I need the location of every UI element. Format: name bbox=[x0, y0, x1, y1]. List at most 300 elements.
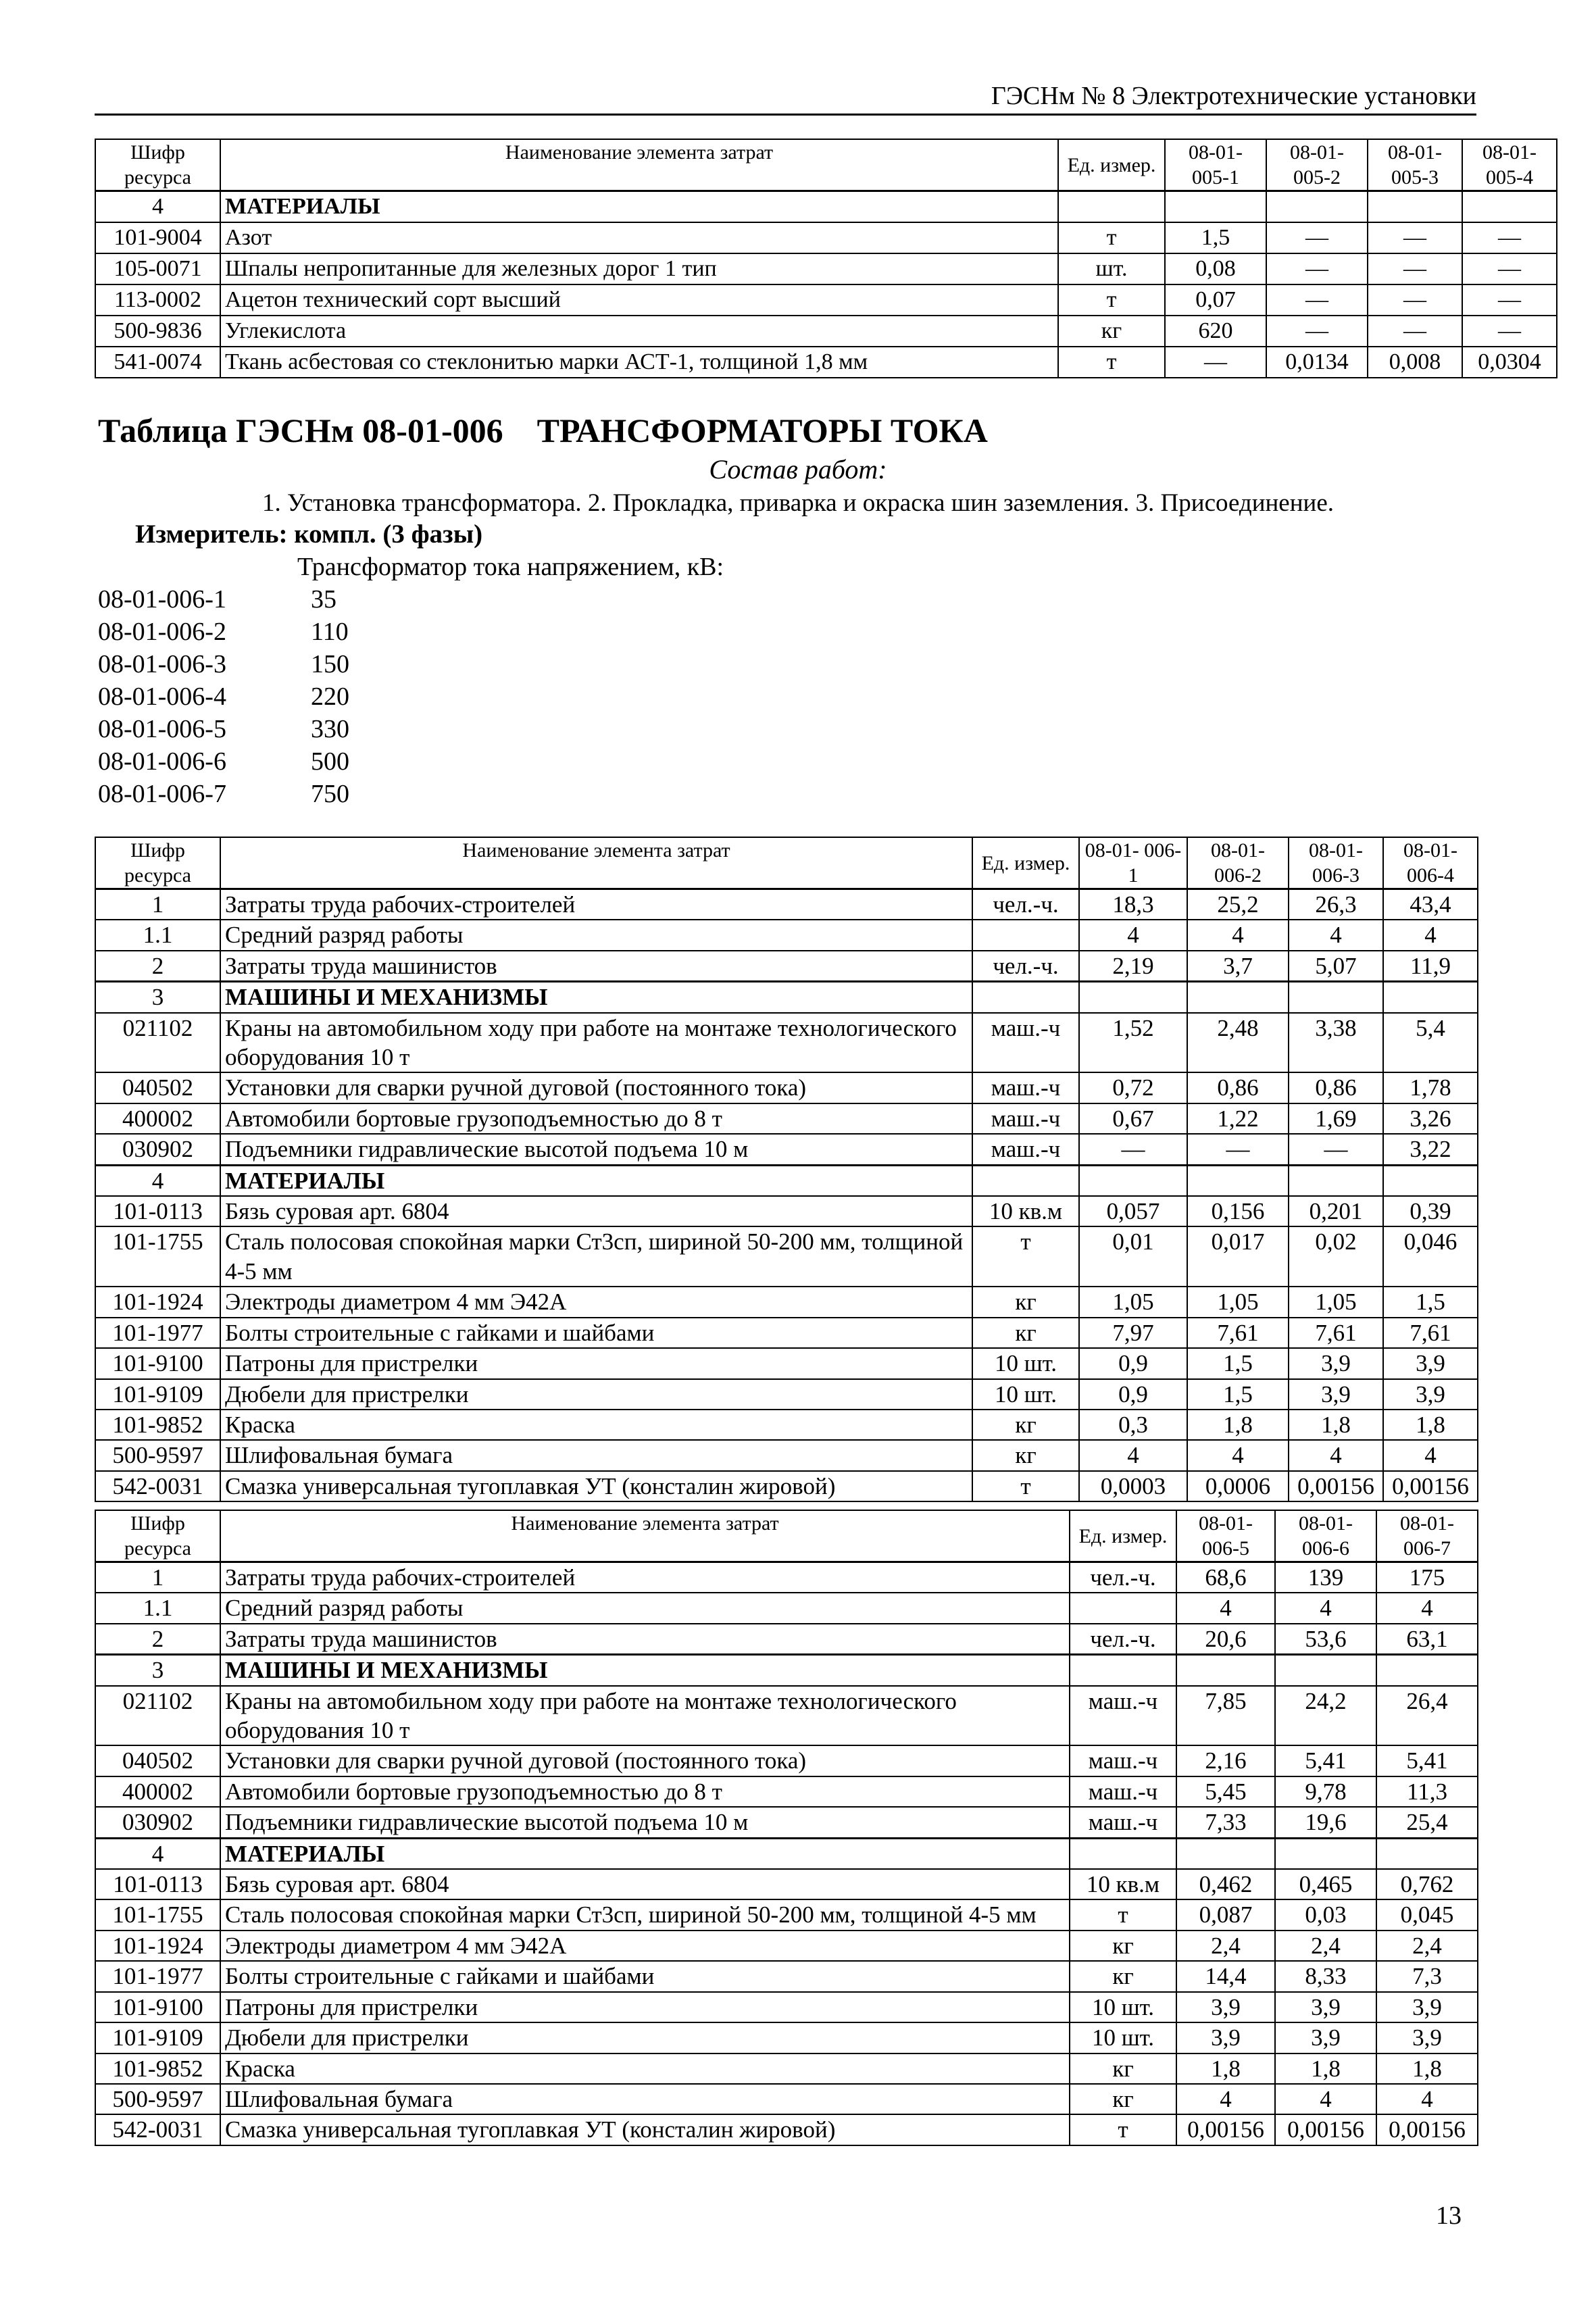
resource-code: 021102 bbox=[95, 1013, 220, 1073]
table-row bbox=[95, 253, 1557, 284]
table-row bbox=[95, 1410, 1478, 1440]
value: 3,9 bbox=[1383, 1379, 1478, 1410]
cost-element-name: Электроды диаметром 4 мм Э42А bbox=[220, 1287, 972, 1317]
header-col: 08-01- 005-3 bbox=[1368, 139, 1462, 191]
value: 0,0304 bbox=[1462, 347, 1557, 378]
cost-element-name: Болты строительные с гайками и шайбами bbox=[220, 1318, 972, 1348]
header-col: 08-01- 006-3 bbox=[1289, 837, 1383, 889]
unit: чел.-ч. bbox=[972, 951, 1079, 982]
value: 5,41 bbox=[1275, 1745, 1376, 1776]
table-row bbox=[95, 1348, 1478, 1378]
value bbox=[1289, 1165, 1383, 1196]
unit: кг bbox=[1070, 1931, 1176, 1961]
norms-table-006-5-7 bbox=[95, 1510, 1478, 2146]
resource-code: 101-1977 bbox=[95, 1318, 220, 1348]
resource-code: 101-9109 bbox=[95, 1379, 220, 1410]
resource-code: 3 bbox=[95, 1655, 220, 1686]
value: 3,9 bbox=[1376, 1992, 1478, 2022]
table-row bbox=[95, 1562, 1478, 1593]
resource-code: 101-0113 bbox=[95, 1196, 220, 1226]
resource-code: 1.1 bbox=[95, 1593, 220, 1623]
value: 0,465 bbox=[1275, 1869, 1376, 1899]
value: 0,08 bbox=[1165, 253, 1266, 284]
value: 0,008 bbox=[1368, 347, 1462, 378]
value: 1,8 bbox=[1275, 2053, 1376, 2084]
unit: т bbox=[1070, 1899, 1176, 1930]
section-row bbox=[95, 1165, 1478, 1196]
table-row bbox=[95, 316, 1557, 347]
resource-code: 1.1 bbox=[95, 920, 220, 950]
value: — bbox=[1289, 1134, 1383, 1165]
unit: маш.-ч bbox=[972, 1072, 1079, 1103]
value bbox=[1079, 982, 1187, 1013]
cost-element-name: МАТЕРИАЛЫ bbox=[220, 191, 1058, 223]
value: 4 bbox=[1376, 1593, 1478, 1623]
value: 0,046 bbox=[1383, 1226, 1478, 1287]
value: 4 bbox=[1376, 2084, 1478, 2114]
unit: чел.-ч. bbox=[972, 889, 1079, 920]
resource-code: 101-9852 bbox=[95, 2053, 220, 2084]
value: — bbox=[1368, 316, 1462, 347]
resource-code: 500-9597 bbox=[95, 1440, 220, 1470]
value: 25,2 bbox=[1187, 889, 1289, 920]
value: 18,3 bbox=[1079, 889, 1187, 920]
value: 0,3 bbox=[1079, 1410, 1187, 1440]
value: 26,4 bbox=[1376, 1686, 1478, 1746]
table-row bbox=[95, 1440, 1478, 1470]
table-row bbox=[95, 284, 1557, 316]
value: 5,45 bbox=[1176, 1776, 1275, 1807]
value: 0,00156 bbox=[1376, 2114, 1478, 2145]
header-col: 08-01- 006-5 bbox=[1176, 1510, 1275, 1562]
cost-element-name: Углекислота bbox=[220, 316, 1058, 347]
cost-element-name: Ацетон технический сорт высший bbox=[220, 284, 1058, 316]
transformer-label: Трансформатор тока напряжением, кВ: bbox=[297, 553, 724, 581]
value: 0,156 bbox=[1187, 1196, 1289, 1226]
value bbox=[1275, 1655, 1376, 1686]
value: — bbox=[1462, 284, 1557, 316]
value: 3,26 bbox=[1383, 1103, 1478, 1134]
value: 1,5 bbox=[1383, 1287, 1478, 1317]
value: 2,4 bbox=[1275, 1931, 1376, 1961]
value: 3,9 bbox=[1376, 2022, 1478, 2053]
value: 1,05 bbox=[1079, 1287, 1187, 1317]
unit bbox=[972, 920, 1079, 950]
page-number: 13 bbox=[1436, 2201, 1462, 2230]
value: 63,1 bbox=[1376, 1624, 1478, 1655]
resource-code: 101-0113 bbox=[95, 1869, 220, 1899]
table-row bbox=[95, 889, 1478, 920]
code-list-item bbox=[98, 680, 349, 713]
value: 2,19 bbox=[1079, 951, 1187, 982]
value: 1,22 bbox=[1187, 1103, 1289, 1134]
resource-code: 040502 bbox=[95, 1072, 220, 1103]
value: 0,67 bbox=[1079, 1103, 1187, 1134]
value bbox=[1079, 1165, 1187, 1196]
value bbox=[1289, 982, 1383, 1013]
header-col: 08-01- 005-4 bbox=[1462, 139, 1557, 191]
header-col: 08-01- 006-4 bbox=[1383, 837, 1478, 889]
value: 1,52 bbox=[1079, 1013, 1187, 1073]
table-title: Таблица ГЭСНм 08-01-006 ТРАНСФОРМАТОРЫ ТОКА bbox=[98, 412, 988, 449]
value: 43,4 bbox=[1383, 889, 1478, 920]
unit: кг bbox=[1058, 316, 1165, 347]
resource-code: 2 bbox=[95, 1624, 220, 1655]
resource-code: 101-1924 bbox=[95, 1931, 220, 1961]
cost-element-name: Ткань асбестовая со стеклонитью марки АСТ-1, толщиной 1,8 мм bbox=[220, 347, 1058, 378]
cost-element-name: МАШИНЫ И МЕХАНИЗМЫ bbox=[220, 982, 972, 1013]
value: 1,5 bbox=[1165, 222, 1266, 253]
resource-code: 2 bbox=[95, 951, 220, 982]
header-col: 08-01- 006-2 bbox=[1187, 837, 1289, 889]
value: 4 bbox=[1289, 1440, 1383, 1470]
norm-code: 08-01-006-7 bbox=[98, 780, 226, 808]
value: 7,85 bbox=[1176, 1686, 1275, 1746]
code-list bbox=[98, 583, 349, 810]
resource-code: 040502 bbox=[95, 1745, 220, 1776]
unit: т bbox=[972, 1471, 1079, 1501]
section-row bbox=[95, 1838, 1478, 1869]
table-row bbox=[95, 1471, 1478, 1501]
norm-code: 08-01-006-6 bbox=[98, 747, 226, 776]
section-row bbox=[95, 1655, 1478, 1686]
unit bbox=[972, 982, 1079, 1013]
value: — bbox=[1079, 1134, 1187, 1165]
table-row bbox=[95, 1287, 1478, 1317]
unit: кг bbox=[972, 1440, 1079, 1470]
value: 0,762 bbox=[1376, 1869, 1478, 1899]
unit: кг bbox=[1070, 2053, 1176, 2084]
resource-code: 4 bbox=[95, 1838, 220, 1869]
cost-element-name: Патроны для пристрелки bbox=[220, 1348, 972, 1378]
unit: маш.-ч bbox=[1070, 1686, 1176, 1746]
table-row bbox=[95, 920, 1478, 950]
value: — bbox=[1462, 253, 1557, 284]
value: — bbox=[1266, 253, 1368, 284]
value: — bbox=[1462, 222, 1557, 253]
table-row bbox=[95, 1072, 1478, 1103]
value: 1,05 bbox=[1187, 1287, 1289, 1317]
value: — bbox=[1165, 347, 1266, 378]
cost-element-name: МАШИНЫ И МЕХАНИЗМЫ bbox=[220, 1655, 1070, 1686]
cost-element-name: Сталь полосовая спокойная марки Ст3сп, шириной 50-200 мм, толщиной 4-5 мм bbox=[220, 1226, 972, 1287]
value: 4 bbox=[1383, 920, 1478, 950]
unit: маш.-ч bbox=[1070, 1776, 1176, 1807]
section-row bbox=[95, 982, 1478, 1013]
cost-element-name: Подъемники гидравлические высотой подъема 10 м bbox=[220, 1807, 1070, 1838]
norm-code: 08-01-006-3 bbox=[98, 650, 226, 678]
unit: маш.-ч bbox=[972, 1013, 1079, 1073]
code-list-item bbox=[98, 778, 349, 810]
cost-element-name: Смазка универсальная тугоплавкая УТ (консталин жировой) bbox=[220, 2114, 1070, 2145]
resource-code: 500-9836 bbox=[95, 316, 220, 347]
resource-code: 500-9597 bbox=[95, 2084, 220, 2114]
table-row bbox=[95, 1931, 1478, 1961]
value: 0,72 bbox=[1079, 1072, 1187, 1103]
resource-code: 101-9100 bbox=[95, 1992, 220, 2022]
value: 620 bbox=[1165, 316, 1266, 347]
work-steps: 1. Установка трансформатора. 2. Прокладка, приварка и окраска шин заземления. 3. Присоединение. bbox=[261, 489, 1335, 517]
table-row bbox=[95, 222, 1557, 253]
value: 0,462 bbox=[1176, 1869, 1275, 1899]
header-name: Наименование элемента затрат bbox=[220, 837, 972, 889]
value: 0,045 bbox=[1376, 1899, 1478, 1930]
value: 7,3 bbox=[1376, 1961, 1478, 1991]
unit: кг bbox=[972, 1410, 1079, 1440]
unit: т bbox=[1058, 284, 1165, 316]
cost-element-name: Шпалы непропитанные для железных дорог 1 тип bbox=[220, 253, 1058, 284]
value: 0,00156 bbox=[1383, 1471, 1478, 1501]
unit: 10 шт. bbox=[972, 1379, 1079, 1410]
resource-code: 1 bbox=[95, 889, 220, 920]
value: 0,00156 bbox=[1289, 1471, 1383, 1501]
value bbox=[1176, 1838, 1275, 1869]
resource-code: 021102 bbox=[95, 1686, 220, 1746]
table-row bbox=[95, 1869, 1478, 1899]
header-col: 08-01- 005-1 bbox=[1165, 139, 1266, 191]
unit: маш.-ч bbox=[972, 1134, 1079, 1165]
header-col: 08-01- 006-7 bbox=[1376, 1510, 1478, 1562]
cost-element-name: МАТЕРИАЛЫ bbox=[220, 1165, 972, 1196]
value: 20,6 bbox=[1176, 1624, 1275, 1655]
unit: т bbox=[1058, 222, 1165, 253]
value: 1,05 bbox=[1289, 1287, 1383, 1317]
header-name: Наименование элемента затрат bbox=[220, 139, 1058, 191]
value: 26,3 bbox=[1289, 889, 1383, 920]
value: 0,86 bbox=[1187, 1072, 1289, 1103]
value: 3,38 bbox=[1289, 1013, 1383, 1073]
cost-element-name: Затраты труда рабочих-строителей bbox=[220, 889, 972, 920]
value: 0,01 bbox=[1079, 1226, 1187, 1287]
unit: кг bbox=[1070, 2084, 1176, 2114]
composition-label: Состав работ: bbox=[709, 454, 887, 484]
unit bbox=[1058, 191, 1165, 223]
norms-table-006-1-4 bbox=[95, 837, 1478, 1502]
unit: маш.-ч bbox=[972, 1103, 1079, 1134]
voltage-value: 35 bbox=[311, 585, 336, 614]
unit: кг bbox=[972, 1318, 1079, 1348]
unit: чел.-ч. bbox=[1070, 1624, 1176, 1655]
value: 0,0003 bbox=[1079, 1471, 1187, 1501]
value: 2,4 bbox=[1376, 1931, 1478, 1961]
resource-code: 030902 bbox=[95, 1134, 220, 1165]
table-row bbox=[95, 1379, 1478, 1410]
resource-code: 4 bbox=[95, 191, 220, 223]
table-row bbox=[95, 347, 1557, 378]
value bbox=[1376, 1838, 1478, 1869]
voltage-value: 220 bbox=[311, 682, 349, 711]
cost-element-name: МАТЕРИАЛЫ bbox=[220, 1838, 1070, 1869]
header-col: 08-01- 005-2 bbox=[1266, 139, 1368, 191]
value bbox=[1266, 191, 1368, 223]
unit bbox=[1070, 1838, 1176, 1869]
unit: т bbox=[1070, 2114, 1176, 2145]
unit: 10 шт. bbox=[972, 1348, 1079, 1378]
value: 3,9 bbox=[1289, 1379, 1383, 1410]
value: 1,8 bbox=[1187, 1410, 1289, 1440]
cost-element-name: Установки для сварки ручной дуговой (постоянного тока) bbox=[220, 1745, 1070, 1776]
value: 0,201 bbox=[1289, 1196, 1383, 1226]
value: 3,9 bbox=[1275, 1992, 1376, 2022]
resource-code: 400002 bbox=[95, 1103, 220, 1134]
table-row bbox=[95, 1776, 1478, 1807]
norm-code: 08-01-006-2 bbox=[98, 618, 226, 646]
value: — bbox=[1266, 316, 1368, 347]
cost-element-name: Затраты труда машинистов bbox=[220, 1624, 1070, 1655]
value: 9,78 bbox=[1275, 1776, 1376, 1807]
page-header: ГЭСНм № 8 Электротехнические установки bbox=[95, 80, 1476, 116]
value bbox=[1165, 191, 1266, 223]
table-row bbox=[95, 1318, 1478, 1348]
value: 25,4 bbox=[1376, 1807, 1478, 1838]
norm-code: 08-01-006-4 bbox=[98, 682, 226, 711]
value: 1,8 bbox=[1376, 2053, 1478, 2084]
cost-element-name: Бязь суровая арт. 6804 bbox=[220, 1869, 1070, 1899]
header-col: 08-01- 006-1 bbox=[1079, 837, 1187, 889]
header-unit: Ед. измер. bbox=[1070, 1510, 1176, 1562]
cost-element-name: Затраты труда рабочих-строителей bbox=[220, 1562, 1070, 1593]
value: 0,02 bbox=[1289, 1226, 1383, 1287]
value: 1,8 bbox=[1383, 1410, 1478, 1440]
value: 4 bbox=[1275, 1593, 1376, 1623]
value bbox=[1462, 191, 1557, 223]
value: 4 bbox=[1289, 920, 1383, 950]
value: 1,8 bbox=[1289, 1410, 1383, 1440]
cost-element-name: Болты строительные с гайками и шайбами bbox=[220, 1961, 1070, 1991]
table-row bbox=[95, 1134, 1478, 1165]
value: 0,0134 bbox=[1266, 347, 1368, 378]
value: — bbox=[1462, 316, 1557, 347]
value: 1,5 bbox=[1187, 1348, 1289, 1378]
value bbox=[1383, 982, 1478, 1013]
table-row bbox=[95, 2084, 1478, 2114]
value: 53,6 bbox=[1275, 1624, 1376, 1655]
value: 11,9 bbox=[1383, 951, 1478, 982]
value: 0,39 bbox=[1383, 1196, 1478, 1226]
table-row bbox=[95, 2114, 1478, 2145]
value: 4 bbox=[1079, 1440, 1187, 1470]
unit bbox=[1070, 1655, 1176, 1686]
value: 4 bbox=[1383, 1440, 1478, 1470]
table-row bbox=[95, 1961, 1478, 1991]
header-code: Шифр ресурса bbox=[95, 1510, 220, 1562]
cost-element-name: Бязь суровая арт. 6804 bbox=[220, 1196, 972, 1226]
value: 7,97 bbox=[1079, 1318, 1187, 1348]
value: — bbox=[1266, 284, 1368, 316]
value: 1,5 bbox=[1187, 1379, 1289, 1410]
value: 4 bbox=[1275, 2084, 1376, 2114]
value: 0,9 bbox=[1079, 1379, 1187, 1410]
resource-code: 101-9004 bbox=[95, 222, 220, 253]
value: 3,9 bbox=[1289, 1348, 1383, 1378]
cost-element-name: Краны на автомобильном ходу при работе на монтаже технологического оборудования 10 т bbox=[220, 1686, 1070, 1746]
unit: маш.-ч bbox=[1070, 1745, 1176, 1776]
code-list-item bbox=[98, 745, 349, 778]
value: 19,6 bbox=[1275, 1807, 1376, 1838]
value: 0,087 bbox=[1176, 1899, 1275, 1930]
value bbox=[1275, 1838, 1376, 1869]
resource-code: 101-1755 bbox=[95, 1899, 220, 1930]
unit: 10 шт. bbox=[1070, 1992, 1176, 2022]
value: 4 bbox=[1187, 1440, 1289, 1470]
value: 0,00156 bbox=[1275, 2114, 1376, 2145]
cost-element-name: Краны на автомобильном ходу при работе на монтаже технологического оборудования 10 т bbox=[220, 1013, 972, 1073]
value: 0,057 bbox=[1079, 1196, 1187, 1226]
cost-element-name: Подъемники гидравлические высотой подъема 10 м bbox=[220, 1134, 972, 1165]
resource-code: 4 bbox=[95, 1165, 220, 1196]
unit: маш.-ч bbox=[1070, 1807, 1176, 1838]
value: 0,0006 bbox=[1187, 1471, 1289, 1501]
resource-code: 101-9109 bbox=[95, 2022, 220, 2053]
table-row bbox=[95, 1992, 1478, 2022]
table-row bbox=[95, 1899, 1478, 1930]
cost-element-name: Дюбели для пристрелки bbox=[220, 1379, 972, 1410]
value bbox=[1176, 1655, 1275, 1686]
value: 0,07 bbox=[1165, 284, 1266, 316]
cost-element-name: Средний разряд работы bbox=[220, 920, 972, 950]
voltage-value: 110 bbox=[311, 618, 349, 646]
table-row bbox=[95, 1226, 1478, 1287]
meter: Измеритель: компл. (3 фазы) bbox=[135, 520, 483, 549]
unit: т bbox=[972, 1226, 1079, 1287]
table-row bbox=[95, 1686, 1478, 1746]
value: 5,4 bbox=[1383, 1013, 1478, 1073]
table-row bbox=[95, 2022, 1478, 2053]
table-row bbox=[95, 1624, 1478, 1655]
value: 0,017 bbox=[1187, 1226, 1289, 1287]
voltage-value: 750 bbox=[311, 780, 349, 808]
resource-code: 3 bbox=[95, 982, 220, 1013]
table-row bbox=[95, 1807, 1478, 1838]
unit: шт. bbox=[1058, 253, 1165, 284]
value: 3,9 bbox=[1275, 2022, 1376, 2053]
cost-element-name: Смазка универсальная тугоплавкая УТ (консталин жировой) bbox=[220, 1471, 972, 1501]
resource-code: 541-0074 bbox=[95, 347, 220, 378]
table-row bbox=[95, 951, 1478, 982]
value: 0,86 bbox=[1289, 1072, 1383, 1103]
value: 3,9 bbox=[1176, 1992, 1275, 2022]
value: 0,00156 bbox=[1176, 2114, 1275, 2145]
value bbox=[1376, 1655, 1478, 1686]
value: 24,2 bbox=[1275, 1686, 1376, 1746]
table-row bbox=[95, 1593, 1478, 1623]
resource-code: 101-9100 bbox=[95, 1348, 220, 1378]
cost-element-name: Затраты труда машинистов bbox=[220, 951, 972, 982]
header-col: 08-01- 006-6 bbox=[1275, 1510, 1376, 1562]
value: 3,7 bbox=[1187, 951, 1289, 982]
value: 7,61 bbox=[1383, 1318, 1478, 1348]
header-unit: Ед. измер. bbox=[972, 837, 1079, 889]
unit: чел.-ч. bbox=[1070, 1562, 1176, 1593]
value: 0,03 bbox=[1275, 1899, 1376, 1930]
value: 3,9 bbox=[1176, 2022, 1275, 2053]
code-list-item bbox=[98, 713, 349, 745]
value: 4 bbox=[1079, 920, 1187, 950]
cost-element-name: Средний разряд работы bbox=[220, 1593, 1070, 1623]
value: 2,16 bbox=[1176, 1745, 1275, 1776]
value: 1,78 bbox=[1383, 1072, 1478, 1103]
value: 7,61 bbox=[1187, 1318, 1289, 1348]
value: 4 bbox=[1176, 2084, 1275, 2114]
value: 5,41 bbox=[1376, 1745, 1478, 1776]
table-row bbox=[95, 1013, 1478, 1073]
code-list-item bbox=[98, 648, 349, 680]
unit: 10 шт. bbox=[1070, 2022, 1176, 2053]
resource-code: 113-0002 bbox=[95, 284, 220, 316]
value bbox=[1187, 982, 1289, 1013]
header-code: Шифр ресурса bbox=[95, 837, 220, 889]
value: 1,69 bbox=[1289, 1103, 1383, 1134]
